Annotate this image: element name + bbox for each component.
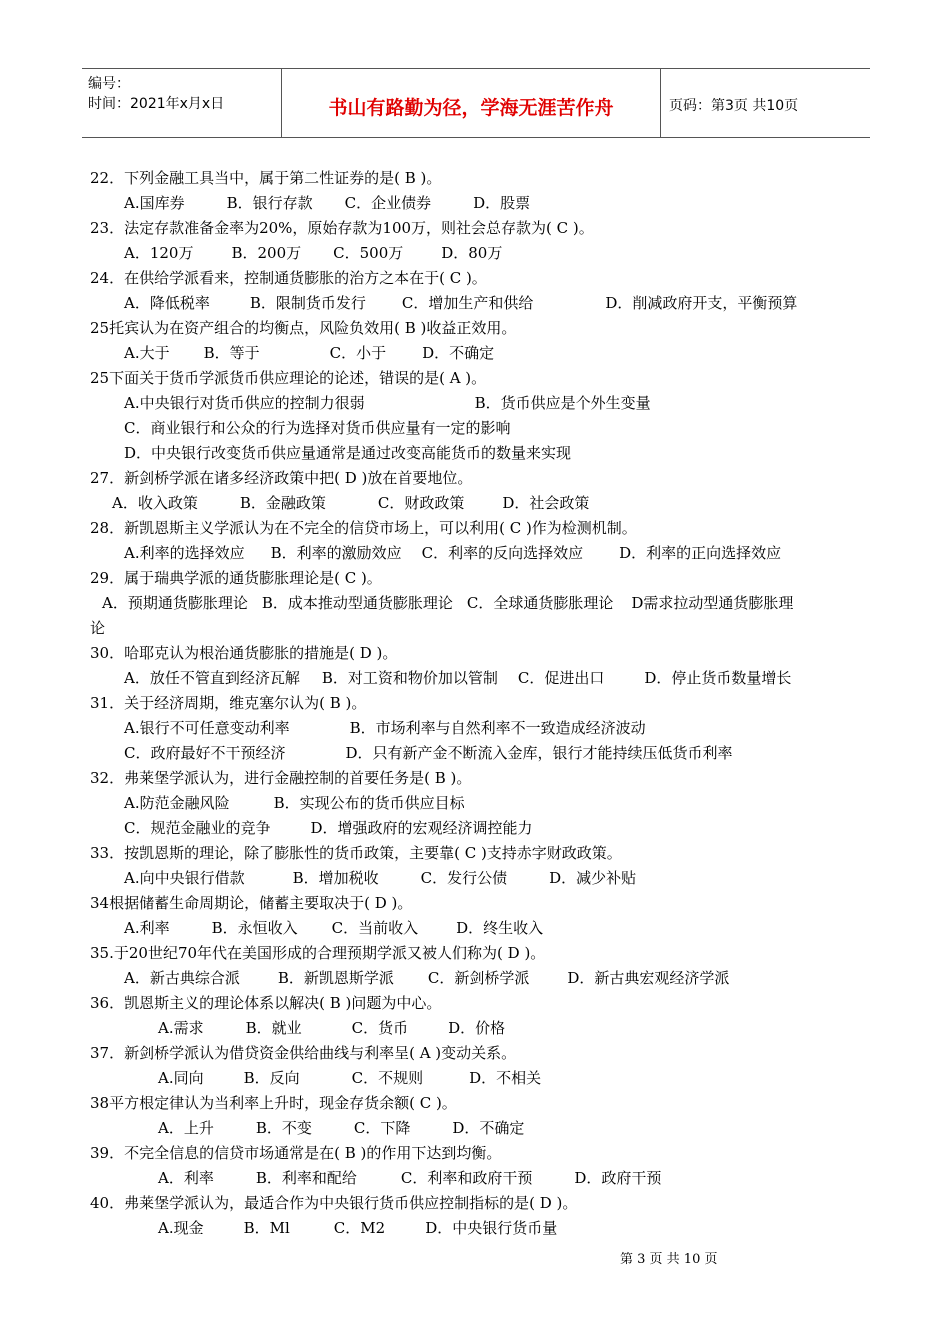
option-row bbox=[90, 291, 870, 316]
answer-option: D．不确定 bbox=[422, 344, 495, 362]
answer-option: B．200万 bbox=[231, 244, 302, 262]
option-row bbox=[90, 1216, 870, 1241]
question-stem: 30．哈耶克认为根治通货膨胀的措施是( D )。 bbox=[90, 644, 398, 662]
question-stem: 38平方根定律认为当利率上升时，现金存货余额( C )。 bbox=[90, 1094, 457, 1112]
answer-option: C．500万 bbox=[333, 244, 404, 262]
option-row bbox=[90, 716, 870, 741]
answer-option: B．永恒收入 bbox=[211, 919, 298, 937]
answer-option: D．终生收入 bbox=[456, 919, 544, 937]
answer-option: B．成本推动型通货膨胀理论 bbox=[261, 594, 453, 612]
header-info-cell bbox=[82, 69, 282, 137]
option-row bbox=[90, 441, 870, 466]
page-footer: 第 3 页 共 10 页 bbox=[620, 1252, 718, 1267]
answer-option: A.同向 bbox=[158, 1069, 204, 1087]
answer-option: D．只有新产金不断流入金库，银行才能持续压低货币利率 bbox=[345, 744, 733, 762]
option-row bbox=[90, 916, 870, 941]
answer-option: C．M2 bbox=[333, 1219, 386, 1237]
question-item bbox=[90, 466, 870, 516]
answer-option: C．当前收入 bbox=[331, 919, 419, 937]
option-row bbox=[90, 816, 870, 841]
answer-option: C．利率和政府干预 bbox=[400, 1169, 533, 1187]
question-stem: 28．新凯恩斯主义学派认为在不完全的信贷市场上，可以利用( C )作为检测机制。 bbox=[90, 519, 637, 537]
answer-option: B．不变 bbox=[255, 1119, 312, 1137]
answer-option: A．利率 bbox=[158, 1169, 214, 1187]
option-row bbox=[90, 666, 870, 691]
option-row bbox=[90, 416, 870, 441]
answer-option: C．规范金融业的竞争 bbox=[124, 819, 271, 837]
page-number-label: 页码：第3页 共10页 bbox=[669, 98, 799, 114]
answer-option: D．社会政策 bbox=[502, 494, 590, 512]
answer-option: A.利率的选择效应 bbox=[124, 544, 245, 562]
answer-option: A.向中央银行借款 bbox=[124, 869, 245, 887]
answer-option: C．企业债券 bbox=[344, 194, 432, 212]
answer-option: D．中央银行货币量 bbox=[425, 1219, 558, 1237]
answer-option: C．促进出口 bbox=[517, 669, 605, 687]
answer-option: B．限制货币发行 bbox=[249, 294, 366, 312]
option-row bbox=[90, 1066, 870, 1091]
answer-option: A.国库券 bbox=[124, 194, 185, 212]
answer-option: B．新凯恩斯学派 bbox=[277, 969, 394, 987]
option-row bbox=[90, 341, 870, 366]
option-row bbox=[90, 591, 870, 616]
question-stem: 35.于20世纪70年代在美国形成的合理预期学派又被人们称为( D )。 bbox=[90, 944, 546, 962]
header-motto-cell bbox=[282, 69, 661, 137]
option-row bbox=[90, 191, 870, 216]
question-stem: 40．弗莱堡学派认为，最适合作为中央银行货币供应控制指标的是( D )。 bbox=[90, 1194, 578, 1212]
motto-text: 书山有路勤为径，学海无涯苦作舟 bbox=[328, 97, 614, 119]
answer-option: B．实现公布的货币供应目标 bbox=[273, 794, 465, 812]
question-item bbox=[90, 1091, 870, 1141]
page-header bbox=[82, 68, 870, 138]
answer-option: D．80万 bbox=[441, 244, 503, 262]
answer-option: B．市场利率与自然利率不一致造成经济波动 bbox=[349, 719, 646, 737]
doc-number-label: 编号： bbox=[88, 76, 130, 92]
answer-option: B．利率和配给 bbox=[255, 1169, 357, 1187]
question-stem: 34根据储蓄生命周期论，储蓄主要取决于( D )。 bbox=[90, 894, 413, 912]
question-item bbox=[90, 641, 870, 691]
answer-option: B．银行存款 bbox=[226, 194, 313, 212]
question-stem: 37．新剑桥学派认为借贷资金供给曲线与利率呈( A )变动关系。 bbox=[90, 1044, 517, 1062]
question-item bbox=[90, 566, 870, 641]
answer-option: 论 bbox=[90, 619, 106, 637]
answer-option: D．不相关 bbox=[469, 1069, 542, 1087]
option-row bbox=[90, 966, 870, 991]
answer-option: A．预期通货膨胀理论 bbox=[102, 594, 248, 612]
option-row bbox=[90, 1166, 870, 1191]
answer-option: A．上升 bbox=[158, 1119, 214, 1137]
answer-option: B．就业 bbox=[245, 1019, 302, 1037]
question-item bbox=[90, 1041, 870, 1091]
answer-option: A.防范金融风险 bbox=[124, 794, 230, 812]
option-row bbox=[90, 391, 870, 416]
question-stem: 33．按凯恩斯的理论，除了膨胀性的货币政策，主要靠( C )支持赤字财政政策。 bbox=[90, 844, 622, 862]
question-stem: 31．关于经济周期，维克塞尔认为( B )。 bbox=[90, 694, 367, 712]
question-item bbox=[90, 891, 870, 941]
question-stem: 25下面关于货币学派货币供应理论的论述，错误的是( A )。 bbox=[90, 369, 487, 387]
answer-option: B．利率的激励效应 bbox=[270, 544, 402, 562]
option-row bbox=[90, 616, 870, 641]
option-row bbox=[90, 1016, 870, 1041]
answer-option: D．削减政府开支，平衡预算 bbox=[605, 294, 798, 312]
answer-option: C．下降 bbox=[353, 1119, 411, 1137]
question-item bbox=[90, 691, 870, 766]
answer-option: C．不规则 bbox=[351, 1069, 424, 1087]
option-row bbox=[90, 1116, 870, 1141]
question-stem: 39．不完全信息的信贷市场通常是在( B )的作用下达到均衡。 bbox=[90, 1144, 502, 1162]
question-stem: 23．法定存款准备金率为20%，原始存款为100万，则社会总存款为( C )。 bbox=[90, 219, 594, 237]
answer-option: B．对工资和物价加以管制 bbox=[321, 669, 498, 687]
question-item bbox=[90, 991, 870, 1041]
answer-option: B．Ml bbox=[243, 1219, 290, 1237]
question-item bbox=[90, 766, 870, 841]
question-item bbox=[90, 1191, 870, 1241]
answer-option: A.现金 bbox=[158, 1219, 204, 1237]
answer-option: D需求拉动型通货膨胀理 bbox=[631, 594, 794, 612]
answer-option: D．股票 bbox=[473, 194, 531, 212]
option-row bbox=[90, 541, 870, 566]
answer-option: A．收入政策 bbox=[112, 494, 198, 512]
answer-option: A.利率 bbox=[124, 919, 170, 937]
answer-option: C．货币 bbox=[351, 1019, 409, 1037]
answer-option: A．降低税率 bbox=[124, 294, 210, 312]
option-row bbox=[90, 241, 870, 266]
answer-option: C．财政政策 bbox=[377, 494, 465, 512]
answer-option: A.大于 bbox=[124, 344, 170, 362]
answer-option: D．不确定 bbox=[452, 1119, 525, 1137]
answer-option: C．发行公债 bbox=[420, 869, 508, 887]
answer-option: C．小于 bbox=[329, 344, 387, 362]
question-item bbox=[90, 366, 870, 466]
answer-option: D．增强政府的宏观经济调控能力 bbox=[310, 819, 533, 837]
answer-option: C．利率的反向选择效应 bbox=[421, 544, 584, 562]
question-stem: 27．新剑桥学派在诸多经济政策中把( D )放在首要地位。 bbox=[90, 469, 473, 487]
question-item bbox=[90, 516, 870, 566]
option-row bbox=[90, 791, 870, 816]
option-row bbox=[90, 866, 870, 891]
answer-option: C．政府最好不干预经济 bbox=[124, 744, 286, 762]
answer-option: A.银行不可任意变动利率 bbox=[124, 719, 290, 737]
answer-option: D．中央银行改变货币供应量通常是通过改变高能货币的数量来实现 bbox=[124, 444, 572, 462]
answer-option: D．新古典宏观经济学派 bbox=[567, 969, 730, 987]
answer-option: B．货币供应是个外生变量 bbox=[474, 394, 651, 412]
question-stem: 29．属于瑞典学派的通货膨胀理论是( C )。 bbox=[90, 569, 382, 587]
question-stem: 36．凯恩斯主义的理论体系以解决( B )问题为中心。 bbox=[90, 994, 442, 1012]
answer-option: C．增加生产和供给 bbox=[401, 294, 534, 312]
header-page-cell bbox=[661, 69, 870, 137]
answer-option: A.需求 bbox=[158, 1019, 204, 1037]
answer-option: B．金融政策 bbox=[239, 494, 326, 512]
answer-option: D．减少补贴 bbox=[549, 869, 637, 887]
answer-option: C．商业银行和公众的行为选择对货币供应量有一定的影响 bbox=[124, 419, 511, 437]
question-item bbox=[90, 166, 870, 216]
question-stem: 24．在供给学派看来，控制通货膨胀的治方之本在于( C )。 bbox=[90, 269, 487, 287]
question-stem: 32．弗莱堡学派认为，进行金融控制的首要任务是( B )。 bbox=[90, 769, 472, 787]
answer-option: D．政府干预 bbox=[574, 1169, 662, 1187]
question-item bbox=[90, 1141, 870, 1191]
date-label: 时间：2021年x月x日 bbox=[88, 96, 225, 112]
answer-option: D．停止货币数量增长 bbox=[644, 669, 792, 687]
answer-option: C．新剑桥学派 bbox=[427, 969, 530, 987]
answer-option: D．利率的正向选择效应 bbox=[619, 544, 782, 562]
question-stem: 22．下列金融工具当中，属于第二性证券的是( B )。 bbox=[90, 169, 442, 187]
answer-option: B．增加税收 bbox=[292, 869, 379, 887]
question-item bbox=[90, 216, 870, 266]
answer-option: A．新古典综合派 bbox=[124, 969, 240, 987]
question-list bbox=[90, 166, 870, 1241]
answer-option: D．价格 bbox=[448, 1019, 506, 1037]
answer-option: A.中央银行对货币供应的控制力很弱 bbox=[124, 394, 365, 412]
answer-option: B．反向 bbox=[243, 1069, 300, 1087]
question-item bbox=[90, 841, 870, 891]
answer-option: A．120万 bbox=[124, 244, 194, 262]
option-row bbox=[90, 491, 870, 516]
answer-option: B．等于 bbox=[203, 344, 260, 362]
option-row bbox=[90, 741, 870, 766]
answer-option: C．全球通货膨胀理论 bbox=[466, 594, 614, 612]
question-stem: 25托宾认为在资产组合的均衡点，风险负效用( B )收益正效用。 bbox=[90, 319, 517, 337]
question-item bbox=[90, 266, 870, 316]
question-item bbox=[90, 941, 870, 991]
answer-option: A．放任不管直到经济瓦解 bbox=[124, 669, 300, 687]
question-item bbox=[90, 316, 870, 366]
